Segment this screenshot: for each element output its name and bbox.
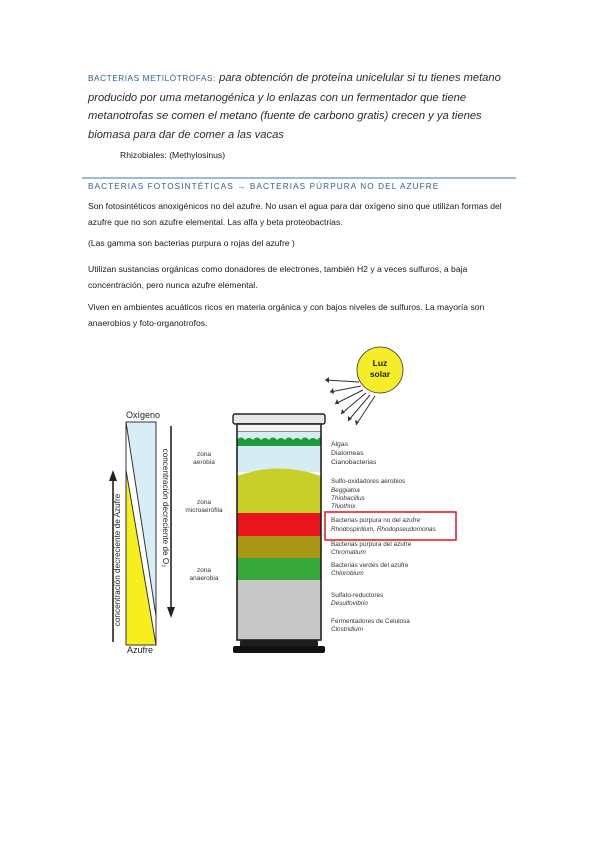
zone-anaerobic-1: zona — [196, 567, 212, 574]
layer-sulfur-oxidizers — [237, 469, 321, 514]
layer-labels — [331, 441, 437, 633]
zone-aerobic-2: aerobia — [193, 459, 215, 466]
paragraph-4: Viven en ambientes acuáticos ricos en materia orgánica y con bajos niveles de sulfuros. La mayoría son anaerobios y foto-organotrofos. — [88, 302, 485, 328]
winogradsky-column — [233, 414, 325, 653]
layer-label-4-sub: Chlorobium — [331, 570, 364, 577]
layer-label-3-title: Bacterias púrpura del azufre — [331, 541, 412, 548]
intro-label: BACTERIAS METILÓTROFAS: — [88, 74, 216, 83]
layer-water — [237, 432, 321, 472]
layer-label-1-sub3: Thiothrix — [331, 503, 356, 510]
layer-purple-nonsulfur — [237, 513, 321, 536]
layer-label-0-sub2: Cianobacterias — [331, 459, 377, 466]
paragraph-1: Son fotosintéticos anoxigénicos no del azufre. No usan el agua para dar oxígeno sino que utilizan formas del azufre que no son azufre elemental. Las alfa y beta proteobactrias. — [88, 201, 502, 227]
sun-icon — [357, 347, 403, 393]
sulfur-gradient-label: concentración decreciente de Azufre — [113, 493, 122, 627]
layer-label-0-title: Algas — [331, 441, 349, 448]
layer-label-6-sub: Clostridium — [331, 626, 363, 633]
zone-anaerobic-2: anaerobia — [189, 575, 219, 582]
paragraph-3: Utilizan sustancias orgánicas como donadores de electrones, también H2 y a veces sulfuros, a baja concentración, pero nunca azufre elemental. — [88, 264, 468, 290]
layer-label-1-title: Sulfo-oxidadores aerobios — [331, 478, 406, 485]
section-title: BACTERIAS FOTOSINTÉTICAS → BACTERIAS PÚRPURA NO DEL AZUFRE — [88, 182, 440, 191]
layer-label-2-sub: Rhodospirillum, Rhodopseudomonas — [331, 526, 436, 533]
intro-text: para obtención de proteína unicelular si tu tienes metano producido por uma metanogénica y lo enlazas con un fermentador que tiene metanotrofas se comen el metano (fuente de carbono gratis) crecen y ya tienes biomasa para dar de comer a las vacas — [88, 72, 501, 141]
rhizobiales-line: Rhizobiales: (Methylosinus) — [120, 150, 226, 160]
zone-micro-1: zona — [196, 499, 212, 506]
layer-label-0-sub: Diatomeas — [331, 450, 364, 457]
layer-label-5-title: Sulfato-reductores — [331, 592, 384, 599]
layer-label-3-sub: Chromatium — [331, 549, 366, 556]
layer-purple-sulfur — [237, 536, 321, 558]
layer-label-1-sub: Beggiatoa — [331, 487, 360, 494]
sun-label-1: Luz — [372, 358, 388, 368]
layer-label-5-sub: Desulfovibrio — [331, 600, 368, 607]
layer-label-1-sub2: Thiobacillus — [331, 495, 365, 502]
sulfur-label: Azufre — [126, 645, 154, 655]
oxygen-label: Oxígeno — [125, 410, 161, 420]
layer-sediment — [237, 580, 321, 640]
sun-label-2: solar — [369, 369, 391, 379]
layer-label-6-title: Fermentadores de Celulosa — [331, 618, 410, 625]
layer-label-4-title: Bacterias verdes del azufre — [331, 562, 409, 569]
layer-label-2-title: Bacterias púrpura no del azufre — [331, 517, 421, 524]
zone-aerobic-1: zona — [196, 451, 212, 458]
paragraph-2: (Las gamma son bacterias purpura o rojas del azufre ) — [88, 238, 295, 248]
oxygen-gradient-label: concentración decreciente de O₂ — [161, 448, 170, 568]
layer-green-sulfur — [237, 558, 321, 580]
zone-micro-2: microaerófila — [185, 507, 223, 514]
